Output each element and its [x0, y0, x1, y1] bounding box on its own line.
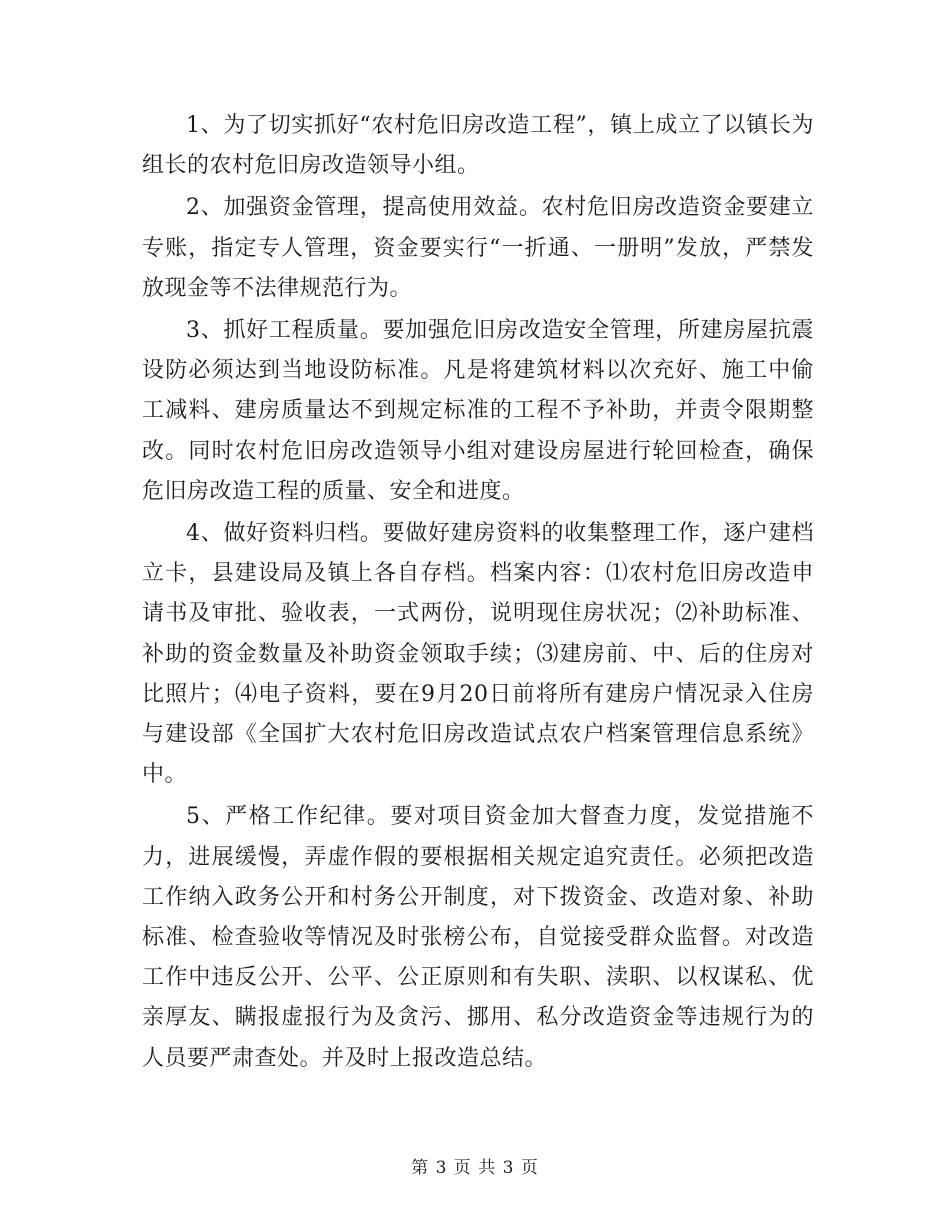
paragraph-5: 5、严格工作纪律。要对项目资金加大督查力度，发觉措施不力，进展缓慢，弄虚作假的要根据相关规定追究责任。必须把改造工作纳入政务公开和村务公开制度，对下拨资金、改造对象、补助标准、检查验收等情况及时张榜公布，自觉接受群众监督。对改造工作中违反公开、公平、公正原则和有失职、渎职、以权谋私、优亲厚友、瞒报虚报行为及贪污、挪用、私分改造资金等违规行为的人员要严肃查处。并及时上报改造总结。	[142, 804, 814, 1071]
paragraph-3: 3、抓好工程质量。要加强危旧房改造安全管理，所建房屋抗震设防必须达到当地设防标准。凡是将建筑材料以次充好、施工中偷工减料、建房质量达不到规定标准的工程不予补助，并责令限期整改。同时农村危旧房改造领导小组对建设房屋进行轮回检查，确保危旧房改造工程的质量、安全和进度。	[142, 318, 814, 504]
page-footer: 第 3 页 共 3 页	[411, 1158, 539, 1178]
paragraph-2: 2、加强资金管理，提高使用效益。农村危旧房改造资金要建立专账，指定专人管理，资金要实行“一折通、一册明”发放，严禁发放现金等不法律规范行为。	[142, 195, 814, 301]
paragraph-4: 4、做好资料归档。要做好建房资料的收集整理工作，逐户建档立卡，县建设局及镇上各自存档。档案内容：⑴农村危旧房改造申请书及审批、验收表，一式两份，说明现住房状况；⑵补助标准、补助的资金数量及补助资金领取手续；⑶建房前、中、后的住房对比照片；⑷电子资料，要在9月20日前将所有建房户情况录入住房与建设部《全国扩大农村危旧房改造试点农户档案管理信息系统》中。	[142, 521, 814, 788]
paragraph-1: 1、为了切实抓好“农村危旧房改造工程”，镇上成立了以镇长为组长的农村危旧房改造领导小组。	[142, 113, 814, 179]
document-body	[142, 106, 814, 1081]
